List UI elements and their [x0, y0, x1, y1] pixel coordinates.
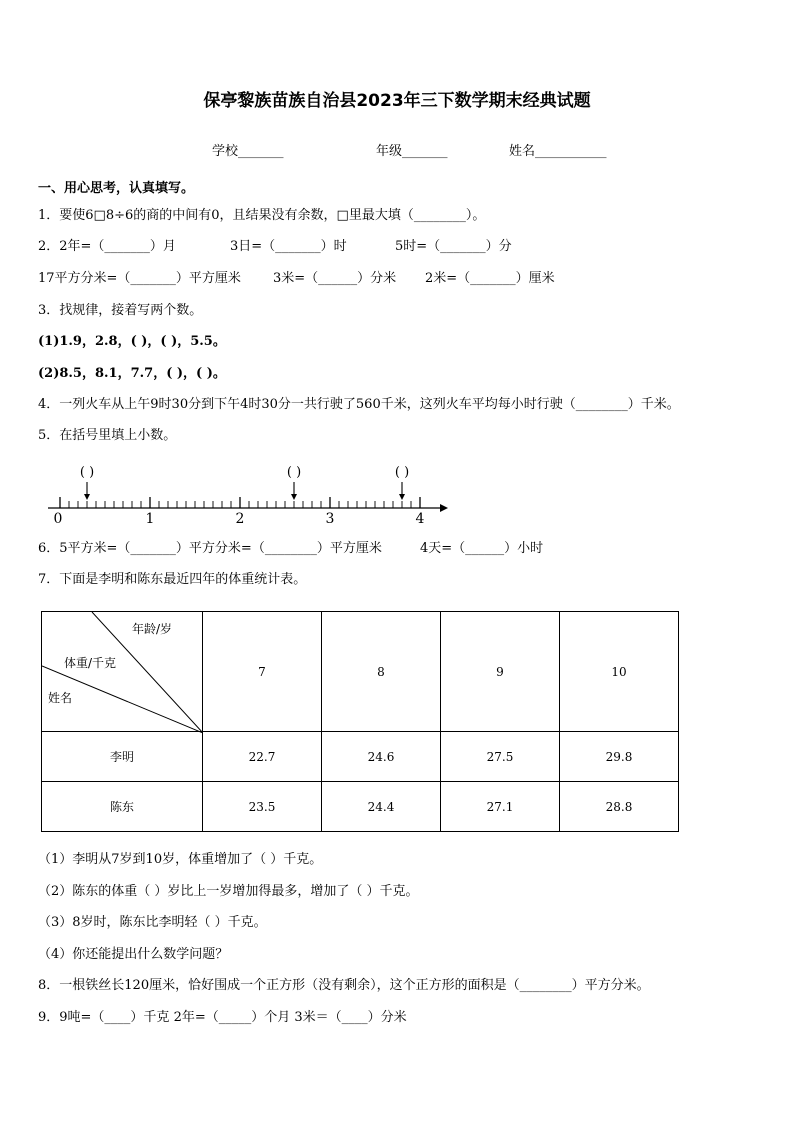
page-title: 保亭黎族苗族自治县2023年三下数学期末经典试题 [203, 91, 591, 111]
question-2a: 2．2年=（_______）月 [38, 239, 176, 254]
row-name: 李明 [42, 732, 203, 782]
question-2d: 17平方分米=（_______）平方厘米 [38, 271, 241, 286]
question-2c: 5时=（_______）分 [395, 239, 512, 254]
question-6a: 6．5平方米=（_______）平方分米=（________）平方厘米 [38, 541, 382, 556]
question-7: 7．下面是李明和陈东最近四年的体重统计表。 [38, 572, 307, 587]
row-name: 陈东 [42, 782, 203, 832]
number-line-label: 0 [53, 511, 63, 527]
table-cell: 24.6 [322, 732, 441, 782]
table-cell: 23.5 [203, 782, 322, 832]
name-header: 姓名 [48, 691, 73, 705]
answer-blank: ( ) [286, 465, 302, 480]
table-diagonal-header [42, 612, 203, 732]
section-heading: 一、用心思考，认真填写。 [38, 181, 195, 196]
weight-header: 体重/千克 [64, 656, 117, 670]
axis-arrowhead [440, 504, 448, 512]
table-cell: 28.8 [560, 782, 679, 832]
question-3: 3．找规律，接着写两个数。 [38, 303, 203, 318]
school-field[interactable]: 学校_______ [212, 144, 284, 159]
number-line-label: 3 [325, 511, 335, 527]
grade-field[interactable]: 年级_______ [376, 144, 448, 159]
age-header: 年龄/岁 [132, 622, 173, 636]
table-cell: 24.4 [322, 782, 441, 832]
number-line-ticks [48, 497, 448, 512]
question-4: 4．一列火车从上午9时30分到下午4时30分一共行驶了560千米，这列火车平均每小时行驶（________）千米。 [38, 397, 680, 412]
number-line-label: 1 [145, 511, 155, 527]
number-line-label: 2 [235, 511, 245, 527]
table-cell: 27.1 [441, 782, 560, 832]
pointer-arrowhead [399, 494, 405, 500]
weight-table [41, 611, 679, 832]
question-7-sub-4: （4）你还能提出什么数学问题？ [38, 947, 229, 962]
question-6b: 4天=（______）小时 [420, 541, 544, 556]
question-8: 8．一根铁丝长120厘米，恰好围成一个正方形（没有剩余），这个正方形的面积是（________）平方分米。 [38, 978, 650, 993]
number-line-arrows [80, 465, 409, 500]
question-7-sub-3: （3）8岁时，陈东比李明轻（ ）千克。 [38, 915, 267, 930]
number-line-label: 4 [415, 511, 425, 527]
pointer-arrowhead [84, 494, 90, 500]
question-2b: 3日=（_______）时 [230, 239, 347, 254]
question-1: 1．要使6□8÷6的商的中间有0，且结果没有余数，□里最大填（________）。 [38, 208, 486, 223]
age-cell: 10 [560, 612, 679, 732]
answer-blank: ( ) [394, 465, 410, 480]
number-line [40, 458, 460, 528]
age-cell: 7 [203, 612, 322, 732]
question-7-sub-1: （1）李明从7岁到10岁，体重增加了（ ）千克。 [38, 852, 323, 867]
table-cell: 22.7 [203, 732, 322, 782]
number-line-labels [54, 511, 425, 527]
pointer-arrowhead [291, 494, 297, 500]
table-cell: 29.8 [560, 732, 679, 782]
table-cell: 27.5 [441, 732, 560, 782]
name-field[interactable]: 姓名___________ [509, 144, 607, 159]
age-cell: 9 [441, 612, 560, 732]
question-5: 5．在括号里填上小数。 [38, 428, 177, 443]
question-2f: 2米=（_______）厘米 [425, 271, 555, 286]
answer-blank: ( ) [79, 465, 95, 480]
question-3-part-2: (2)8.5，8.1，7.7，( )，( )。 [38, 366, 226, 381]
age-cell: 8 [322, 612, 441, 732]
question-9: 9．9吨=（____）千克 2年=（_____）个月 3米＝（____）分米 [38, 1010, 407, 1025]
question-7-sub-2: （2）陈东的体重（ ）岁比上一岁增加得最多，增加了（ ）千克。 [38, 884, 419, 899]
question-3-part-1: (1)1.9，2.8，( )，( )，5.5。 [38, 334, 226, 349]
question-2e: 3米=（______）分米 [273, 271, 397, 286]
